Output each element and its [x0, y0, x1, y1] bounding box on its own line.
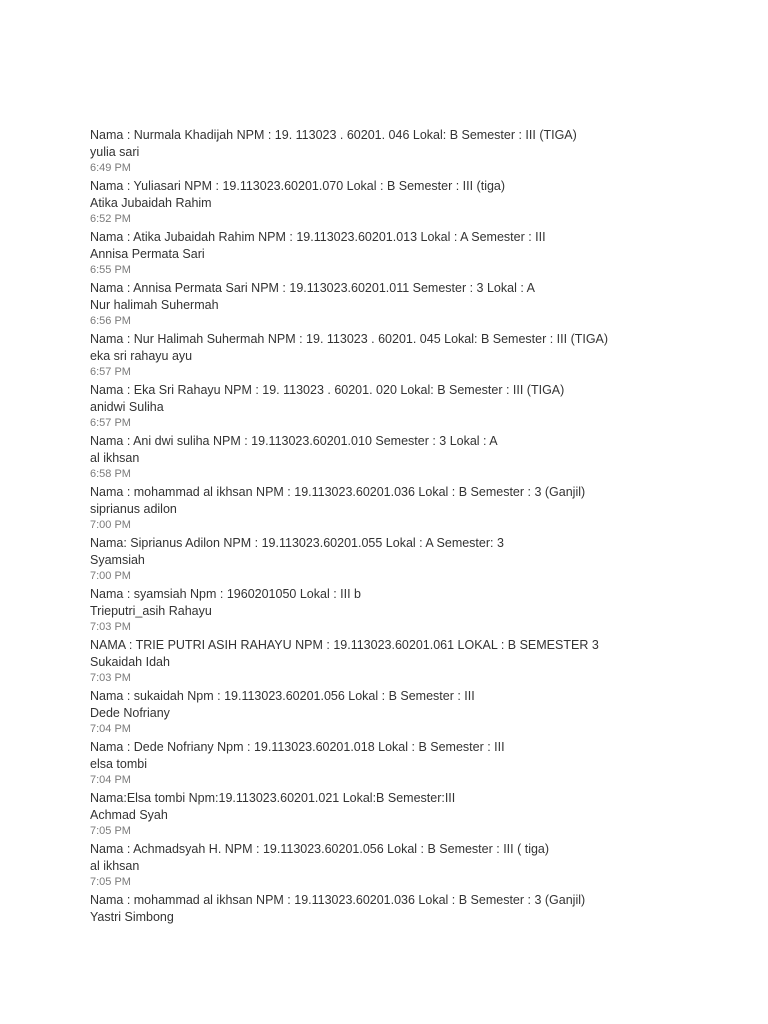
- sender-name: Trieputri_asih Rahayu: [90, 604, 212, 618]
- timestamp: 6:58 PM: [90, 468, 131, 480]
- timestamp: 7:05 PM: [90, 825, 131, 837]
- timestamp: 6:56 PM: [90, 315, 131, 327]
- message-text: Nama: Siprianus Adilon NPM : 19.113023.60201.055 Lokal : A Semester: 3: [90, 536, 504, 550]
- timestamp: 7:00 PM: [90, 519, 131, 531]
- chat-entry: [90, 552, 750, 603]
- timestamp: 7:04 PM: [90, 774, 131, 786]
- message-text: Nama : Ani dwi suliha NPM : 19.113023.60201.010 Semester : 3 Lokal : A: [90, 434, 498, 448]
- sender-name: Nur halimah Suhermah: [90, 298, 219, 312]
- timestamp: 6:52 PM: [90, 213, 131, 225]
- chat-entry: [90, 756, 750, 807]
- sender-name: Annisa Permata Sari: [90, 247, 205, 261]
- timestamp: 7:05 PM: [90, 876, 131, 888]
- chat-entry: [90, 246, 750, 297]
- timestamp: 7:03 PM: [90, 672, 131, 684]
- chat-entry: [90, 858, 750, 909]
- message-text: Nama : mohammad al ikhsan NPM : 19.113023.60201.036 Lokal : B Semester : 3 (Ganjil): [90, 485, 586, 499]
- chat-entry: [90, 705, 750, 756]
- chat-entry: [90, 501, 750, 552]
- sender-name: Achmad Syah: [90, 808, 168, 822]
- chat-entry: [90, 144, 750, 195]
- message-text: Nama : syamsiah Npm : 1960201050 Lokal : III b: [90, 587, 361, 601]
- chat-entry: [90, 399, 750, 450]
- chat-log: [90, 127, 750, 926]
- sender-name: Atika Jubaidah Rahim: [90, 196, 212, 210]
- timestamp: 7:04 PM: [90, 723, 131, 735]
- sender-name: elsa tombi: [90, 757, 147, 771]
- chat-entry: [90, 297, 750, 348]
- chat-entry: [90, 654, 750, 705]
- message-text: Nama : Yuliasari NPM : 19.113023.60201.070 Lokal : B Semester : III (tiga): [90, 179, 506, 193]
- entry-list: [90, 144, 750, 909]
- message-text: Nama : mohammad al ikhsan NPM : 19.113023.60201.036 Lokal : B Semester : 3 (Ganjil): [90, 893, 586, 907]
- timestamp: 6:49 PM: [90, 162, 131, 174]
- chat-entry: [90, 348, 750, 399]
- message-text: Nama : Achmadsyah H. NPM : 19.113023.60201.056 Lokal : B Semester : III ( tiga): [90, 842, 550, 856]
- sender-name: eka sri rahayu ayu: [90, 349, 193, 363]
- message-text: Nama : Nur Halimah Suhermah NPM : 19. 113023 . 60201. 045 Lokal: B Semester : III (TIGA): [90, 332, 609, 346]
- sender-name: Dede Nofriany: [90, 706, 170, 720]
- chat-entry: [90, 807, 750, 858]
- message-text: NAMA : TRIE PUTRI ASIH RAHAYU NPM : 19.113023.60201.061 LOKAL : B SEMESTER 3: [90, 638, 599, 652]
- chat-entry: [90, 195, 750, 246]
- message-text: Nama : Annisa Permata Sari NPM : 19.113023.60201.011 Semester : 3 Lokal : A: [90, 281, 535, 295]
- chat-entry: [90, 450, 750, 501]
- message-text: Nama:Elsa tombi Npm:19.113023.60201.021 Lokal:B Semester:III: [90, 791, 456, 805]
- timestamp: 6:57 PM: [90, 417, 131, 429]
- timestamp: 6:55 PM: [90, 264, 131, 276]
- sender-name: Yastri Simbong: [90, 910, 174, 924]
- message-text: Nama : Eka Sri Rahayu NPM : 19. 113023 . 60201. 020 Lokal: B Semester : III (TIGA): [90, 383, 565, 397]
- timestamp: 6:57 PM: [90, 366, 131, 378]
- sender-name: yulia sari: [90, 145, 140, 159]
- timestamp: 7:03 PM: [90, 621, 131, 633]
- chat-entry: [90, 603, 750, 654]
- message-text: Nama : sukaidah Npm : 19.113023.60201.056 Lokal : B Semester : III: [90, 689, 475, 703]
- sender-name: Syamsiah: [90, 553, 145, 567]
- sender-name: al ikhsan: [90, 451, 140, 465]
- timestamp: 7:00 PM: [90, 570, 131, 582]
- sender-name: anidwi Suliha: [90, 400, 164, 414]
- message-text: Nama : Dede Nofriany Npm : 19.113023.60201.018 Lokal : B Semester : III: [90, 740, 505, 754]
- message-text: Nama : Nurmala Khadijah NPM : 19. 113023 . 60201. 046 Lokal: B Semester : III (TIGA): [90, 128, 577, 142]
- sender-name: Sukaidah Idah: [90, 655, 170, 669]
- message-text: Nama : Atika Jubaidah Rahim NPM : 19.113023.60201.013 Lokal : A Semester : III: [90, 230, 546, 244]
- sender-name: siprianus adilon: [90, 502, 177, 516]
- sender-name: al ikhsan: [90, 859, 140, 873]
